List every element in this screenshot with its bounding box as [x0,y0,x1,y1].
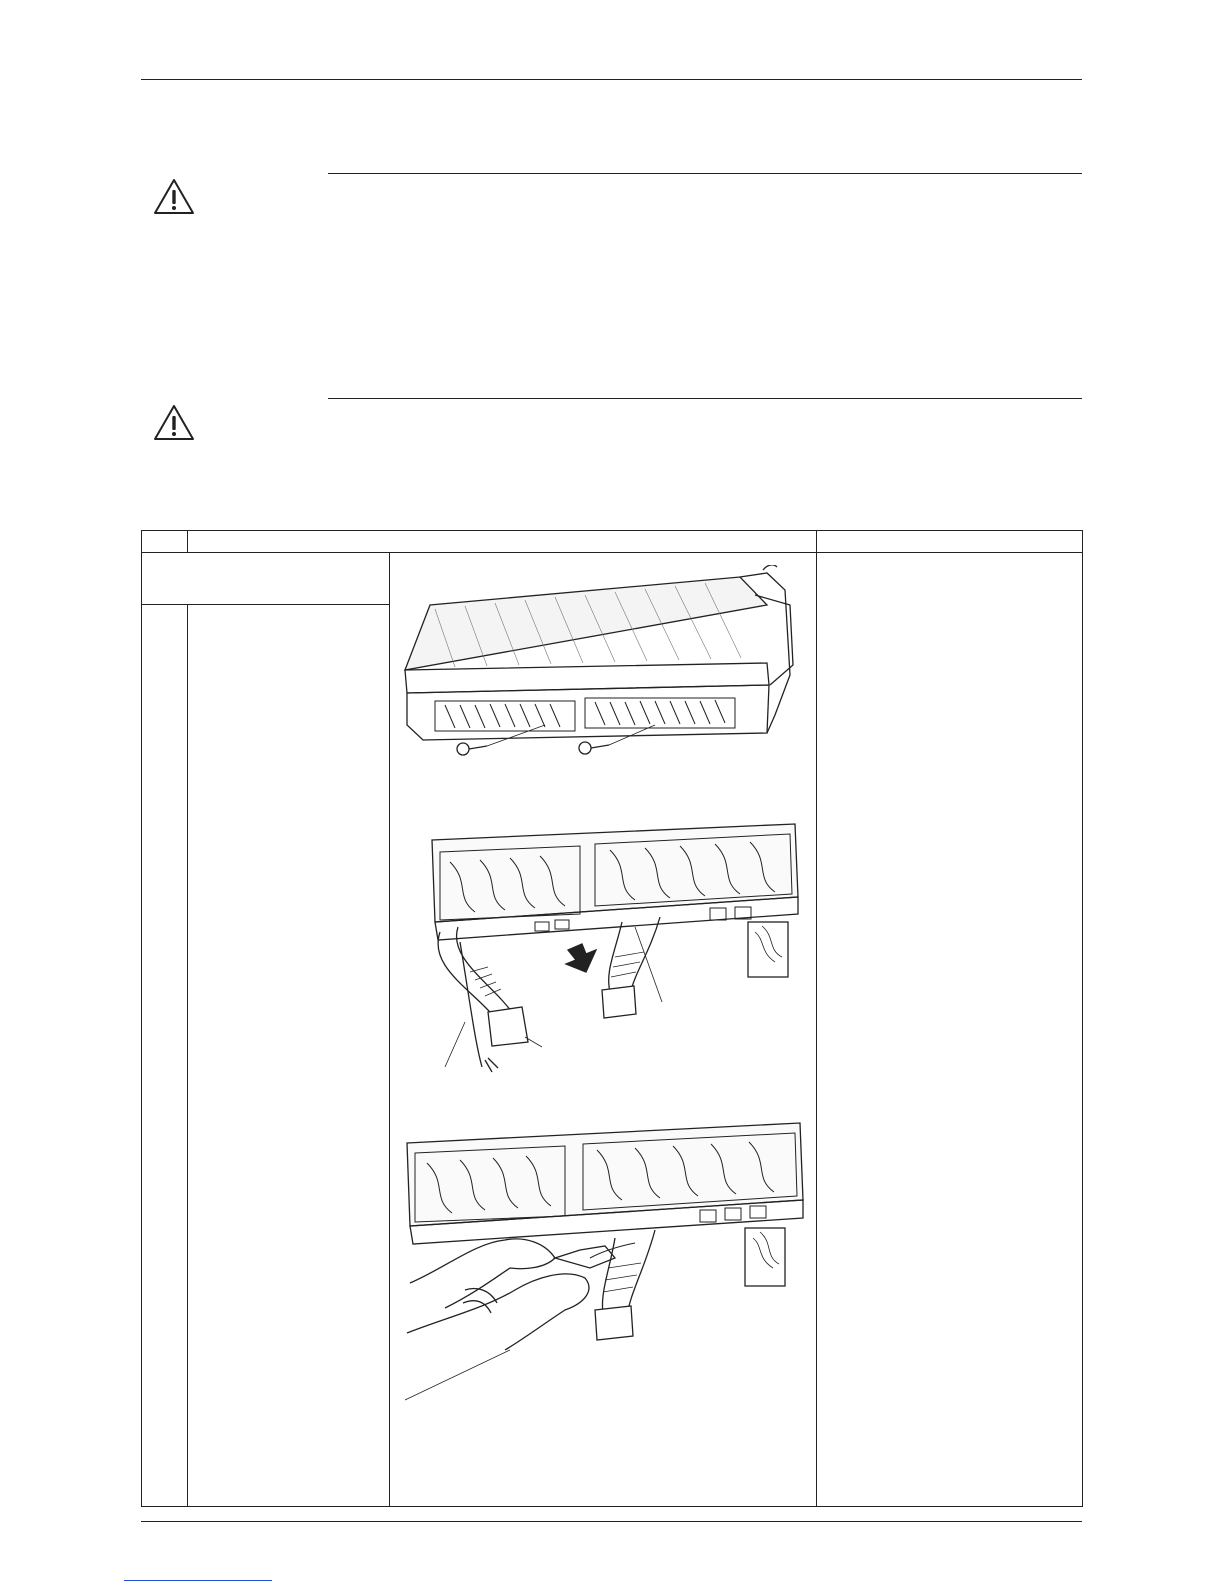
step-title-cell [142,553,390,605]
warning-triangle-icon [153,178,195,216]
hands-pulling-drain-hose-icon [405,1118,810,1418]
header-rule [141,79,1082,80]
header-procedure-cell [188,531,817,553]
indoor-unit-front-grille-icon [395,565,815,780]
page-link-underline[interactable] [124,1580,272,1581]
warning-rule [328,173,1082,174]
footer-rule [141,1521,1082,1522]
warning-triangle-icon [153,404,195,442]
drain-hose-disconnect-icon [430,822,810,1087]
header-points-cell [817,531,1083,553]
header-step-cell [142,531,188,553]
step-text-cell [188,605,390,1507]
warning-rule [328,398,1082,399]
step-number-cell [142,605,188,1507]
table-header-row [142,531,1083,553]
points-cell [817,553,1083,1507]
